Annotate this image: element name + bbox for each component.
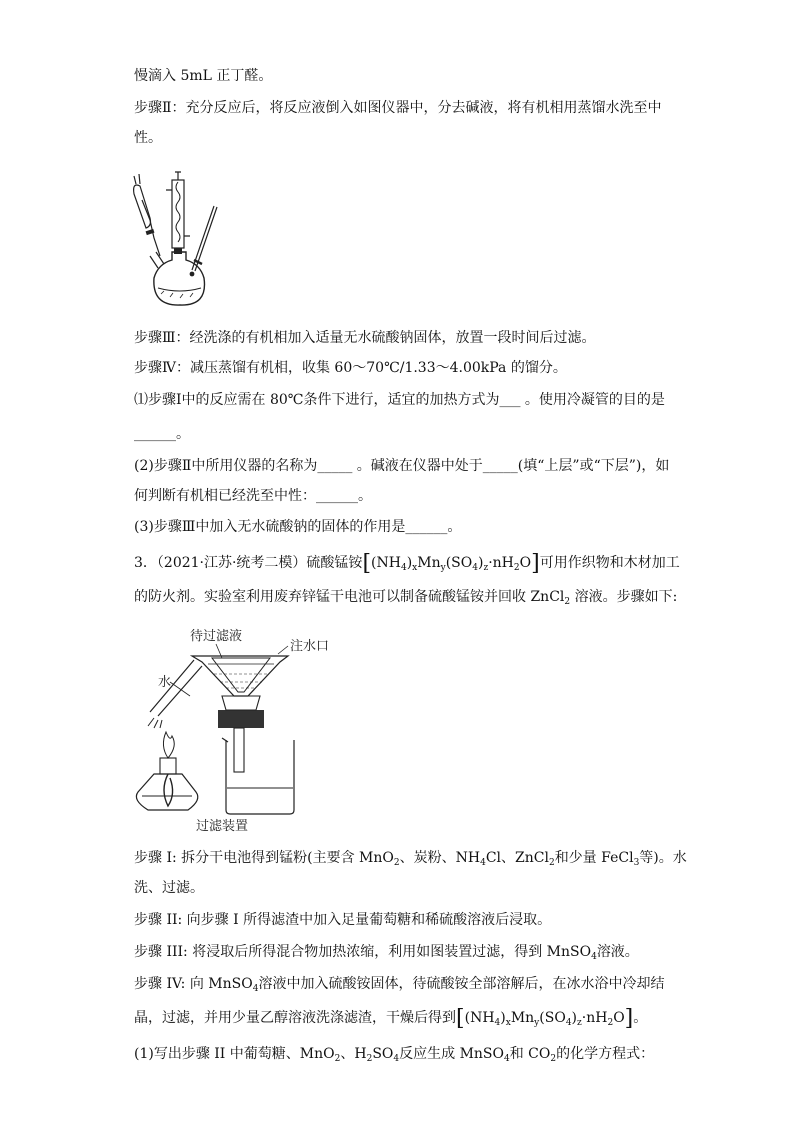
- apparatus-figure-1: [128, 160, 228, 306]
- step-2-line-2: 性。: [134, 130, 162, 146]
- problem-3-intro: [134, 553, 680, 574]
- formula: $(NH_4)_xMn_y(SO_4)_z\cdot nH_2O$: [371, 555, 532, 573]
- continued-text: 慢滴入 5mL 正丁醛。: [134, 68, 273, 84]
- bracket-open: [: [362, 551, 372, 576]
- question-1-line-1: ⑴步骤Ⅰ中的反应需在 80℃条件下进行，适宜的加热方式为___ 。使用冷凝管的目的是: [134, 392, 665, 408]
- step-b-1-line-1: 步骤 I: 拆分干电池得到锰粉(主要含 MnO$_2$、炭粉、$NH_4Cl$、ZnCl$_2$和少量 FeCl$_3$等)。水: [134, 850, 687, 868]
- problem-3-line-2: 的防火剂。实验室利用废弃锌锰干电池可以制备硫酸锰铵并回收 ZnCl$_2$ 溶液。步骤如下:: [134, 589, 678, 607]
- step-b-3: 步骤 III: 将浸取后所得混合物加热浓缩，利用如图装置过滤，得到 MnSO$_4$溶液。: [134, 944, 639, 962]
- question-3: (3)步骤Ⅲ中加入无水硫酸钠的固体的作用是______。: [134, 519, 462, 535]
- label-water: 水: [158, 675, 172, 690]
- label-liquid-to-filter: 待过滤液: [190, 629, 243, 644]
- label-water-inlet: 注水口: [290, 639, 330, 654]
- step-b-2: 步骤 II: 向步骤 I 所得滤渣中加入足量葡萄糖和稀硫酸溶液后浸取。: [134, 912, 552, 928]
- step-b-1-line-2: 洗、过滤。: [134, 880, 204, 896]
- question-last: (1)写出步骤 II 中葡萄糖、MnO$_2$、$H_2SO_4$反应生成 MnSO$_4$和 $CO_2$的化学方程式：: [134, 1046, 655, 1064]
- step-2-line-1: 步骤Ⅱ：充分反应后，将反应液倒入如图仪器中，分去碱液，将有机相用蒸馏水洗至中: [134, 100, 662, 116]
- filtration-apparatus-figure: [130, 624, 350, 836]
- question-1-line-2: ______。: [134, 426, 190, 442]
- question-2-line-2: 何判断有机相已经洗至中性：______。: [134, 488, 372, 504]
- step-b-4-line-2: 晶，过滤，并用少量乙醇溶液洗涤滤渣，干燥后得到$[(NH_4)_xMn_y(SO_4)_z\cdot nH_2O]$。: [134, 1006, 648, 1031]
- step-3: 步骤Ⅲ：经洗涤的有机相加入适量无水硫酸钠固体，放置一段时间后过滤。: [134, 330, 596, 346]
- figure-caption: 过滤装置: [196, 819, 249, 834]
- question-2-line-1: (2)步骤Ⅱ中所用仪器的名称为_____ 。碱液在仪器中处于_____(填“上层”或“下层”)，如: [134, 458, 670, 474]
- problem-3-intro-b: 可用作织物和木材加工: [539, 555, 680, 571]
- bracket-close: ]: [531, 551, 540, 576]
- step-b-4-line-1: 步骤 IV: 向 MnSO$_4$溶液中加入硫酸铵固体，待硫酸铵全部溶解后，在冰水浴中冷却结: [134, 976, 665, 994]
- problem-3-intro-a: 3．（2021·江苏·统考二模）硫酸锰铵: [134, 555, 363, 571]
- step-4: 步骤Ⅳ：减压蒸馏有机相，收集 60～70℃/1.33～4.00kPa 的馏分。: [134, 360, 567, 376]
